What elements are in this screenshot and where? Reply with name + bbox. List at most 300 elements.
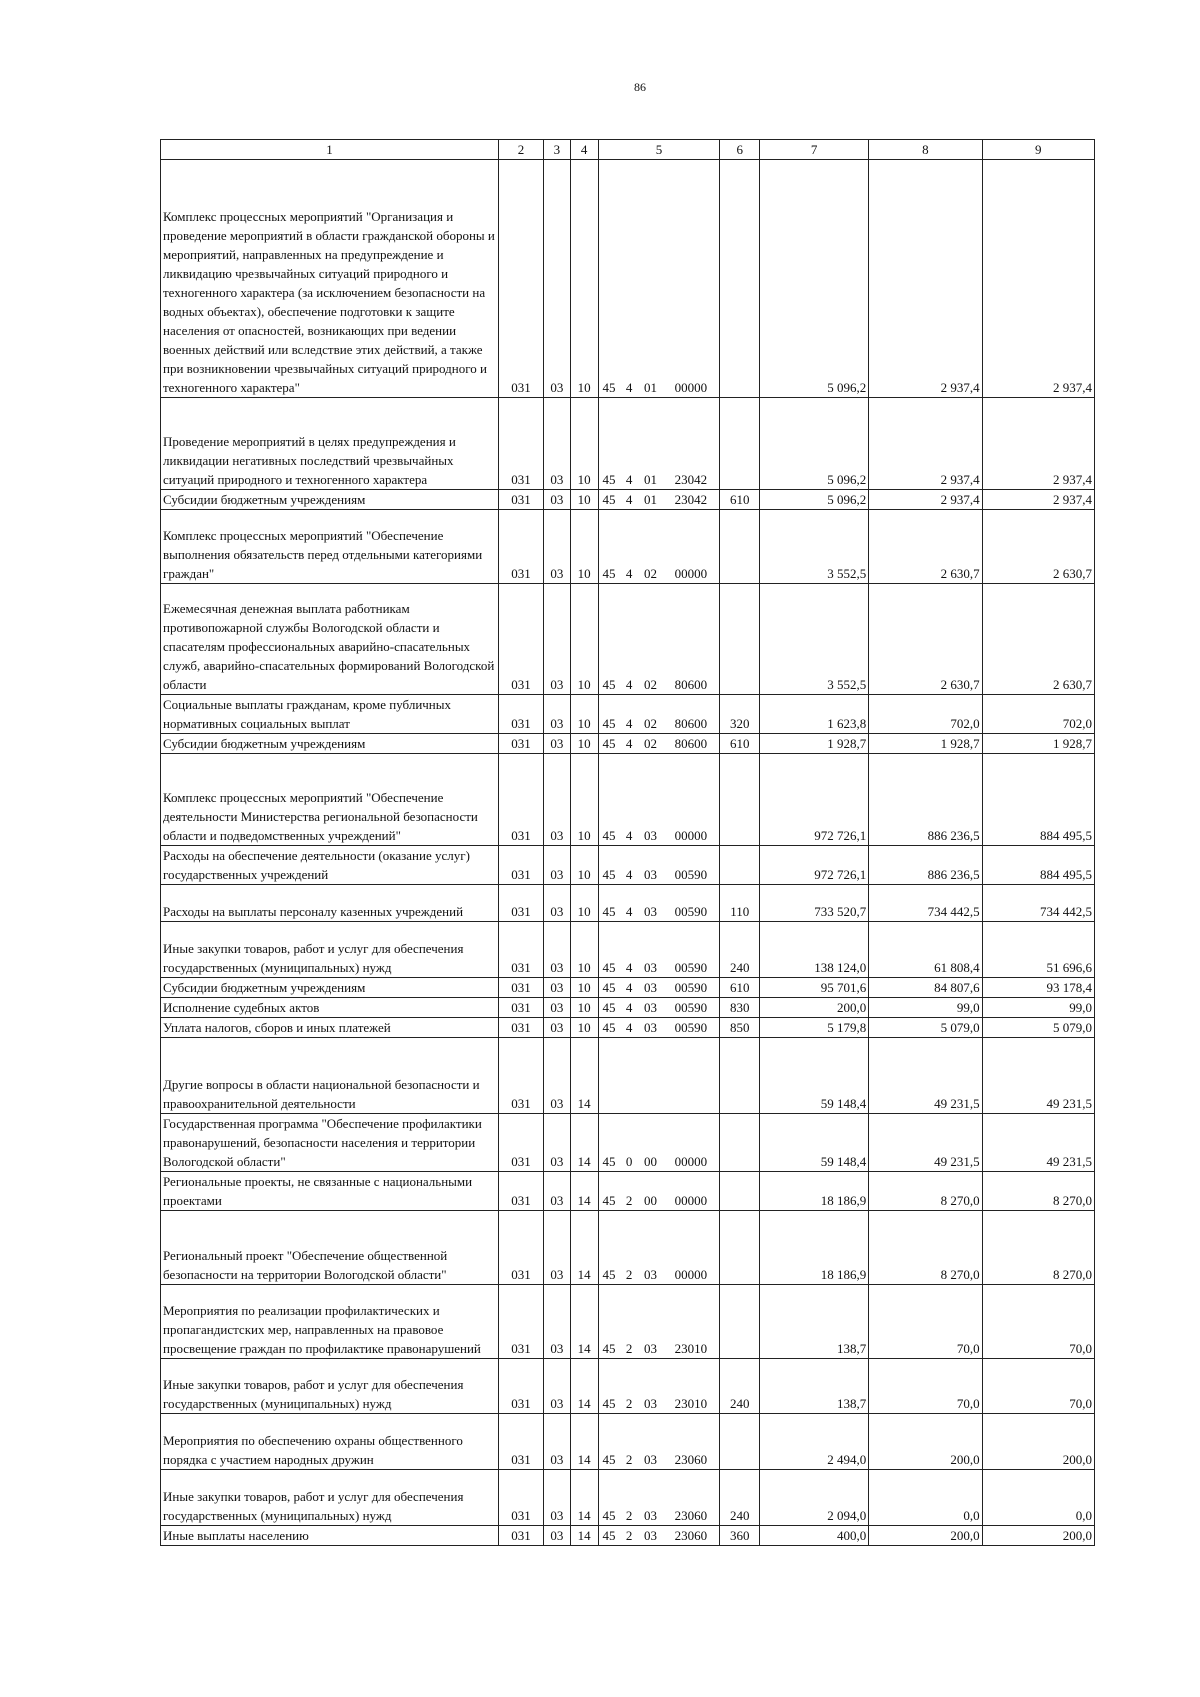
cell-col-4: 10 — [570, 978, 598, 998]
cell-col-9: 2 630,7 — [982, 510, 1094, 584]
cell-col-5-structure: 00 — [639, 1172, 663, 1211]
table-row — [161, 695, 1095, 734]
cell-col-8: 49 231,5 — [869, 1114, 982, 1172]
cell-col-9: 2 937,4 — [982, 160, 1094, 398]
cell-col-7: 5 096,2 — [760, 160, 869, 398]
cell-col-9: 200,0 — [982, 1414, 1094, 1470]
table-row — [161, 922, 1095, 978]
cell-col-2: 031 — [499, 398, 544, 490]
cell-col-8: 70,0 — [869, 1285, 982, 1359]
cell-col-8: 2 937,4 — [869, 490, 982, 510]
cell-col-5-type: 4 — [619, 922, 638, 978]
cell-col-9: 884 495,5 — [982, 754, 1094, 846]
cell-col-2: 031 — [499, 160, 544, 398]
cell-col-8: 200,0 — [869, 1526, 982, 1546]
cell-col-5-program — [598, 1038, 619, 1114]
cell-col-5-structure: 03 — [639, 922, 663, 978]
header-row — [161, 140, 1095, 160]
cell-col-5-direction: 00000 — [662, 1172, 720, 1211]
cell-col-3: 03 — [544, 1018, 571, 1038]
cell-col-2: 031 — [499, 490, 544, 510]
cell-col-5-program: 45 — [598, 1114, 619, 1172]
cell-col-5-program: 45 — [598, 734, 619, 754]
table-row — [161, 754, 1095, 846]
cell-col-4: 14 — [570, 1359, 598, 1414]
cell-col-8: 61 808,4 — [869, 922, 982, 978]
cell-col-3: 03 — [544, 398, 571, 490]
cell-col-5-direction: 80600 — [662, 584, 720, 695]
cell-col-5-type — [619, 1038, 638, 1114]
cell-col-5-program: 45 — [598, 1359, 619, 1414]
cell-col-5-program: 45 — [598, 1470, 619, 1526]
cell-col-5-type: 4 — [619, 846, 638, 885]
cell-col-7: 733 520,7 — [760, 885, 869, 922]
row-name: Региональные проекты, не связанные с национальными проектами — [161, 1172, 499, 1211]
table-row — [161, 1470, 1095, 1526]
cell-col-5-direction — [662, 1038, 720, 1114]
cell-col-4: 10 — [570, 754, 598, 846]
cell-col-7: 1 928,7 — [760, 734, 869, 754]
cell-col-2: 031 — [499, 1359, 544, 1414]
table-row — [161, 1526, 1095, 1546]
cell-col-5-program: 45 — [598, 885, 619, 922]
cell-col-5-direction: 23042 — [662, 398, 720, 490]
cell-col-7: 5 096,2 — [760, 398, 869, 490]
table-row — [161, 510, 1095, 584]
cell-col-4: 10 — [570, 490, 598, 510]
cell-col-6 — [720, 754, 760, 846]
cell-col-6 — [720, 510, 760, 584]
cell-col-8: 8 270,0 — [869, 1172, 982, 1211]
cell-col-2: 031 — [499, 1114, 544, 1172]
cell-col-2: 031 — [499, 1414, 544, 1470]
cell-col-6: 610 — [720, 978, 760, 998]
table-row — [161, 1211, 1095, 1285]
cell-col-5-structure: 01 — [639, 398, 663, 490]
cell-col-5-type: 4 — [619, 490, 638, 510]
cell-col-4: 14 — [570, 1172, 598, 1211]
cell-col-6 — [720, 1285, 760, 1359]
cell-col-4: 10 — [570, 922, 598, 978]
row-name: Иные закупки товаров, работ и услуг для обеспечения государственных (муниципальных) нужд — [161, 1359, 499, 1414]
cell-col-9: 702,0 — [982, 695, 1094, 734]
cell-col-5-direction: 00590 — [662, 846, 720, 885]
cell-col-5-direction: 00590 — [662, 978, 720, 998]
cell-col-7: 18 186,9 — [760, 1211, 869, 1285]
cell-col-5-type: 4 — [619, 398, 638, 490]
cell-col-5-structure: 02 — [639, 510, 663, 584]
cell-col-5-direction: 00000 — [662, 1211, 720, 1285]
row-name: Расходы на выплаты персоналу казенных учреждений — [161, 885, 499, 922]
cell-col-6: 110 — [720, 885, 760, 922]
table-row — [161, 978, 1095, 998]
cell-col-5-direction: 23060 — [662, 1470, 720, 1526]
row-name: Комплекс процессных мероприятий "Обеспечение выполнения обязательств перед отдельными категориями граждан" — [161, 510, 499, 584]
cell-col-9: 884 495,5 — [982, 846, 1094, 885]
cell-col-5-type: 4 — [619, 510, 638, 584]
cell-col-2: 031 — [499, 885, 544, 922]
cell-col-7: 400,0 — [760, 1526, 869, 1546]
cell-col-5-type: 4 — [619, 584, 638, 695]
cell-col-4: 10 — [570, 998, 598, 1018]
cell-col-3: 03 — [544, 1359, 571, 1414]
cell-col-5-direction: 80600 — [662, 734, 720, 754]
header-cell-6: 6 — [720, 140, 760, 160]
cell-col-3: 03 — [544, 998, 571, 1018]
row-name: Иные выплаты населению — [161, 1526, 499, 1546]
cell-col-7: 59 148,4 — [760, 1038, 869, 1114]
table-row — [161, 846, 1095, 885]
cell-col-7: 5 179,8 — [760, 1018, 869, 1038]
cell-col-5-program: 45 — [598, 978, 619, 998]
cell-col-5-type: 4 — [619, 754, 638, 846]
cell-col-3: 03 — [544, 1172, 571, 1211]
cell-col-9: 49 231,5 — [982, 1038, 1094, 1114]
cell-col-3: 03 — [544, 490, 571, 510]
row-name: Социальные выплаты гражданам, кроме публичных нормативных социальных выплат — [161, 695, 499, 734]
cell-col-5-type: 2 — [619, 1526, 638, 1546]
header-cell-3: 3 — [544, 140, 571, 160]
table-row — [161, 1414, 1095, 1470]
cell-col-4: 14 — [570, 1414, 598, 1470]
row-name: Другие вопросы в области национальной безопасности и правоохранительной деятельности — [161, 1038, 499, 1114]
cell-col-6 — [720, 1172, 760, 1211]
cell-col-6: 610 — [720, 490, 760, 510]
cell-col-9: 2 630,7 — [982, 584, 1094, 695]
cell-col-9: 200,0 — [982, 1526, 1094, 1546]
cell-col-7: 59 148,4 — [760, 1114, 869, 1172]
cell-col-5-type: 4 — [619, 734, 638, 754]
cell-col-5-structure: 03 — [639, 1470, 663, 1526]
cell-col-9: 2 937,4 — [982, 398, 1094, 490]
cell-col-6 — [720, 1038, 760, 1114]
cell-col-2: 031 — [499, 1018, 544, 1038]
cell-col-2: 031 — [499, 695, 544, 734]
cell-col-9: 70,0 — [982, 1359, 1094, 1414]
cell-col-5-type: 2 — [619, 1414, 638, 1470]
cell-col-5-structure: 03 — [639, 1414, 663, 1470]
cell-col-6: 320 — [720, 695, 760, 734]
cell-col-3: 03 — [544, 754, 571, 846]
cell-col-3: 03 — [544, 885, 571, 922]
cell-col-4: 10 — [570, 1018, 598, 1038]
header-cell-4: 4 — [570, 140, 598, 160]
cell-col-9: 99,0 — [982, 998, 1094, 1018]
cell-col-3: 03 — [544, 846, 571, 885]
cell-col-3: 03 — [544, 1114, 571, 1172]
cell-col-3: 03 — [544, 1285, 571, 1359]
cell-col-7: 3 552,5 — [760, 584, 869, 695]
cell-col-5-type: 2 — [619, 1285, 638, 1359]
table-row — [161, 1285, 1095, 1359]
cell-col-7: 2 494,0 — [760, 1414, 869, 1470]
table-row — [161, 998, 1095, 1018]
cell-col-5-structure: 03 — [639, 1211, 663, 1285]
cell-col-3: 03 — [544, 160, 571, 398]
cell-col-5-structure: 01 — [639, 490, 663, 510]
cell-col-5-type: 4 — [619, 695, 638, 734]
cell-col-5-program: 45 — [598, 1018, 619, 1038]
cell-col-2: 031 — [499, 998, 544, 1018]
cell-col-6 — [720, 1211, 760, 1285]
cell-col-8: 2 630,7 — [869, 510, 982, 584]
cell-col-4: 14 — [570, 1285, 598, 1359]
cell-col-9: 8 270,0 — [982, 1172, 1094, 1211]
row-name: Региональный проект "Обеспечение общественной безопасности на территории Вологодской области" — [161, 1211, 499, 1285]
cell-col-2: 031 — [499, 584, 544, 695]
cell-col-5-direction: 23010 — [662, 1285, 720, 1359]
cell-col-4: 10 — [570, 885, 598, 922]
cell-col-3: 03 — [544, 1211, 571, 1285]
cell-col-5-structure: 03 — [639, 978, 663, 998]
cell-col-2: 031 — [499, 978, 544, 998]
cell-col-9: 93 178,4 — [982, 978, 1094, 998]
cell-col-7: 5 096,2 — [760, 490, 869, 510]
cell-col-8: 5 079,0 — [869, 1018, 982, 1038]
cell-col-5-program: 45 — [598, 398, 619, 490]
cell-col-7: 2 094,0 — [760, 1470, 869, 1526]
cell-col-7: 1 623,8 — [760, 695, 869, 734]
cell-col-3: 03 — [544, 1038, 571, 1114]
cell-col-5-program: 45 — [598, 998, 619, 1018]
row-name: Субсидии бюджетным учреждениям — [161, 734, 499, 754]
cell-col-8: 702,0 — [869, 695, 982, 734]
cell-col-9: 2 937,4 — [982, 490, 1094, 510]
cell-col-5-direction: 80600 — [662, 695, 720, 734]
cell-col-9: 734 442,5 — [982, 885, 1094, 922]
cell-col-5-type: 2 — [619, 1211, 638, 1285]
cell-col-3: 03 — [544, 695, 571, 734]
cell-col-5-type: 4 — [619, 885, 638, 922]
cell-col-9: 0,0 — [982, 1470, 1094, 1526]
cell-col-8: 200,0 — [869, 1414, 982, 1470]
cell-col-8: 2 630,7 — [869, 584, 982, 695]
cell-col-5-structure: 03 — [639, 1359, 663, 1414]
cell-col-4: 10 — [570, 398, 598, 490]
cell-col-4: 14 — [570, 1470, 598, 1526]
cell-col-2: 031 — [499, 846, 544, 885]
cell-col-4: 10 — [570, 584, 598, 695]
cell-col-8: 84 807,6 — [869, 978, 982, 998]
cell-col-5-program: 45 — [598, 1285, 619, 1359]
table-row — [161, 1114, 1095, 1172]
cell-col-2: 031 — [499, 1172, 544, 1211]
cell-col-5-program: 45 — [598, 490, 619, 510]
cell-col-2: 031 — [499, 734, 544, 754]
cell-col-5-program: 45 — [598, 1414, 619, 1470]
cell-col-8: 1 928,7 — [869, 734, 982, 754]
budget-table — [160, 139, 1095, 1546]
cell-col-6 — [720, 160, 760, 398]
cell-col-3: 03 — [544, 734, 571, 754]
table-row — [161, 160, 1095, 398]
cell-col-6 — [720, 846, 760, 885]
cell-col-5-structure: 03 — [639, 885, 663, 922]
cell-col-2: 031 — [499, 1211, 544, 1285]
cell-col-5-direction: 00000 — [662, 510, 720, 584]
cell-col-5-structure: 03 — [639, 754, 663, 846]
cell-col-9: 70,0 — [982, 1285, 1094, 1359]
row-name: Расходы на обеспечение деятельности (оказание услуг) государственных учреждений — [161, 846, 499, 885]
cell-col-8: 8 270,0 — [869, 1211, 982, 1285]
cell-col-5-direction: 00590 — [662, 1018, 720, 1038]
cell-col-8: 734 442,5 — [869, 885, 982, 922]
cell-col-9: 5 079,0 — [982, 1018, 1094, 1038]
cell-col-4: 14 — [570, 1211, 598, 1285]
page-number: 86 — [634, 80, 646, 94]
cell-col-5-program: 45 — [598, 160, 619, 398]
cell-col-7: 138,7 — [760, 1285, 869, 1359]
row-name: Иные закупки товаров, работ и услуг для обеспечения государственных (муниципальных) нужд — [161, 922, 499, 978]
cell-col-9: 49 231,5 — [982, 1114, 1094, 1172]
cell-col-2: 031 — [499, 922, 544, 978]
cell-col-6: 610 — [720, 734, 760, 754]
cell-col-5-direction: 00590 — [662, 885, 720, 922]
header-cell-2: 2 — [499, 140, 544, 160]
cell-col-5-structure: 03 — [639, 1285, 663, 1359]
cell-col-5-structure: 02 — [639, 584, 663, 695]
cell-col-6: 240 — [720, 1359, 760, 1414]
table-body — [161, 160, 1095, 1546]
cell-col-5-structure: 01 — [639, 160, 663, 398]
cell-col-2: 031 — [499, 510, 544, 584]
cell-col-5-program: 45 — [598, 510, 619, 584]
cell-col-6 — [720, 398, 760, 490]
cell-col-5-direction: 23042 — [662, 490, 720, 510]
row-name: Исполнение судебных актов — [161, 998, 499, 1018]
cell-col-5-type: 4 — [619, 1018, 638, 1038]
cell-col-5-direction: 23010 — [662, 1359, 720, 1414]
cell-col-2: 031 — [499, 1526, 544, 1546]
row-name: Ежемесячная денежная выплата работникам противопожарной службы Вологодской области и спасателям профессиональных аварийно-спасательных служб, аварийно-спасательных формирований Вологодской области — [161, 584, 499, 695]
table-row — [161, 398, 1095, 490]
cell-col-5-type: 4 — [619, 978, 638, 998]
table-row — [161, 1038, 1095, 1114]
cell-col-5-direction: 00000 — [662, 160, 720, 398]
table-row — [161, 1018, 1095, 1038]
cell-col-4: 10 — [570, 846, 598, 885]
header-cell-8: 8 — [869, 140, 982, 160]
cell-col-6: 240 — [720, 922, 760, 978]
cell-col-5-direction: 00000 — [662, 1114, 720, 1172]
table-row — [161, 885, 1095, 922]
cell-col-8: 70,0 — [869, 1359, 982, 1414]
row-name: Государственная программа "Обеспечение профилактики правонарушений, безопасности населения и территории Вологодской области" — [161, 1114, 499, 1172]
cell-col-4: 10 — [570, 695, 598, 734]
cell-col-5-direction: 00000 — [662, 754, 720, 846]
cell-col-5-direction: 23060 — [662, 1414, 720, 1470]
header-cell-5: 5 — [598, 140, 720, 160]
cell-col-5-direction: 00590 — [662, 922, 720, 978]
cell-col-5-structure: 03 — [639, 998, 663, 1018]
cell-col-5-structure — [639, 1038, 663, 1114]
table-row — [161, 1172, 1095, 1211]
cell-col-5-type: 0 — [619, 1114, 638, 1172]
row-name: Проведение мероприятий в целях предупреждения и ликвидации негативных последствий чрезвычайных ситуаций природного и техногенного характера — [161, 398, 499, 490]
cell-col-5-program: 45 — [598, 1211, 619, 1285]
cell-col-7: 138 124,0 — [760, 922, 869, 978]
cell-col-8: 2 937,4 — [869, 398, 982, 490]
cell-col-6 — [720, 584, 760, 695]
row-name: Мероприятия по обеспечению охраны общественного порядка с участием народных дружин — [161, 1414, 499, 1470]
cell-col-5-type: 2 — [619, 1359, 638, 1414]
cell-col-2: 031 — [499, 1470, 544, 1526]
cell-col-4: 14 — [570, 1114, 598, 1172]
table-row — [161, 1359, 1095, 1414]
cell-col-8: 2 937,4 — [869, 160, 982, 398]
cell-col-5-structure: 03 — [639, 846, 663, 885]
cell-col-7: 95 701,6 — [760, 978, 869, 998]
cell-col-7: 138,7 — [760, 1359, 869, 1414]
cell-col-5-program: 45 — [598, 922, 619, 978]
header-cell-9: 9 — [982, 140, 1094, 160]
cell-col-5-type: 4 — [619, 998, 638, 1018]
cell-col-2: 031 — [499, 1038, 544, 1114]
cell-col-4: 10 — [570, 160, 598, 398]
cell-col-5-structure: 02 — [639, 734, 663, 754]
cell-col-5-program: 45 — [598, 846, 619, 885]
row-name: Мероприятия по реализации профилактических и пропагандистских мер, направленных на правовое просвещение граждан по профилактике правонарушений — [161, 1285, 499, 1359]
cell-col-8: 886 236,5 — [869, 754, 982, 846]
row-name: Комплекс процессных мероприятий "Обеспечение деятельности Министерства региональной безопасности области и подведомственных учреждений" — [161, 754, 499, 846]
row-name: Уплата налогов, сборов и иных платежей — [161, 1018, 499, 1038]
cell-col-5-program: 45 — [598, 1172, 619, 1211]
cell-col-8: 0,0 — [869, 1470, 982, 1526]
cell-col-3: 03 — [544, 510, 571, 584]
cell-col-3: 03 — [544, 922, 571, 978]
cell-col-5-type: 4 — [619, 160, 638, 398]
cell-col-3: 03 — [544, 1526, 571, 1546]
cell-col-3: 03 — [544, 978, 571, 998]
cell-col-2: 031 — [499, 1285, 544, 1359]
cell-col-5-direction: 23060 — [662, 1526, 720, 1546]
cell-col-5-structure: 03 — [639, 1526, 663, 1546]
cell-col-7: 18 186,9 — [760, 1172, 869, 1211]
cell-col-5-structure: 00 — [639, 1114, 663, 1172]
row-name: Комплекс процессных мероприятий "Организация и проведение мероприятий в области гражданской обороны и мероприятий, направленных на предупреждение и ликвидацию чрезвычайных ситуаций природного и техногенного характера (за исключением безопасности на водных объектах), обеспечение подготовки к защите населения от опасностей, возникающих при ведении военных действий или вследствие этих действий, а также при возникновении чрезвычайных ситуаций природного и техногенного характера" — [161, 160, 499, 398]
table-row — [161, 584, 1095, 695]
cell-col-2: 031 — [499, 754, 544, 846]
header-cell-1: 1 — [161, 140, 499, 160]
cell-col-5-program: 45 — [598, 1526, 619, 1546]
cell-col-9: 1 928,7 — [982, 734, 1094, 754]
cell-col-5-type: 2 — [619, 1470, 638, 1526]
cell-col-6 — [720, 1114, 760, 1172]
cell-col-5-program: 45 — [598, 754, 619, 846]
cell-col-3: 03 — [544, 1414, 571, 1470]
cell-col-9: 51 696,6 — [982, 922, 1094, 978]
cell-col-7: 200,0 — [760, 998, 869, 1018]
header-cell-7: 7 — [760, 140, 869, 160]
cell-col-8: 886 236,5 — [869, 846, 982, 885]
cell-col-6: 830 — [720, 998, 760, 1018]
cell-col-6: 240 — [720, 1470, 760, 1526]
row-name: Субсидии бюджетным учреждениям — [161, 490, 499, 510]
cell-col-5-program: 45 — [598, 584, 619, 695]
cell-col-4: 14 — [570, 1038, 598, 1114]
cell-col-3: 03 — [544, 1470, 571, 1526]
cell-col-5-direction: 00590 — [662, 998, 720, 1018]
cell-col-6: 360 — [720, 1526, 760, 1546]
cell-col-4: 10 — [570, 510, 598, 584]
cell-col-4: 14 — [570, 1526, 598, 1546]
row-name: Иные закупки товаров, работ и услуг для обеспечения государственных (муниципальных) нужд — [161, 1470, 499, 1526]
cell-col-5-program: 45 — [598, 695, 619, 734]
cell-col-7: 3 552,5 — [760, 510, 869, 584]
cell-col-6 — [720, 1414, 760, 1470]
cell-col-5-structure: 02 — [639, 695, 663, 734]
table-row — [161, 734, 1095, 754]
